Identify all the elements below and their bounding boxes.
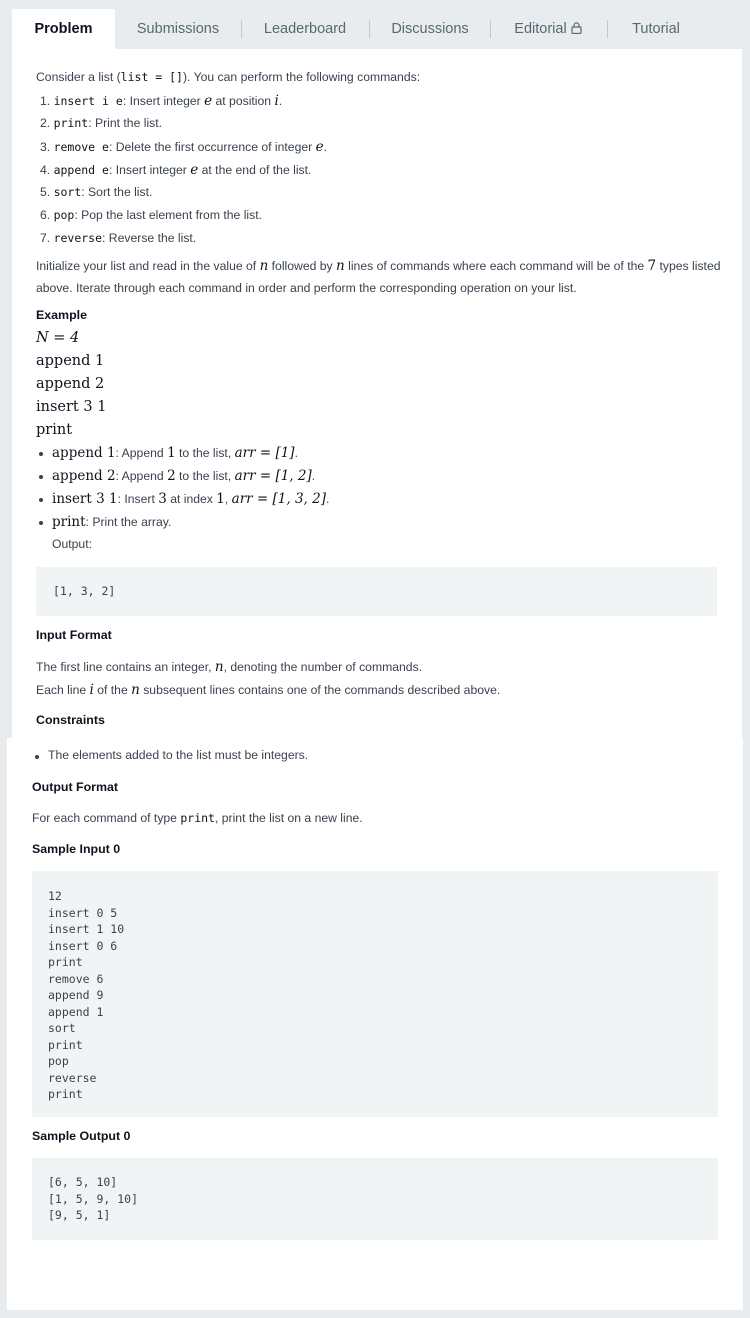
bullet-dot — [39, 452, 43, 456]
sample-output-code: [6, 5, 10] [1, 5, 9, 10] [9, 5, 1] — [48, 1175, 139, 1222]
tab-problem[interactable]: Problem — [12, 9, 115, 49]
problem-tabs — [0, 0, 750, 52]
input-format-heading: Input Format — [36, 628, 112, 642]
example-line: insert 3 1 — [36, 399, 107, 415]
example-output-code: [1, 3, 2] — [53, 584, 116, 598]
example-line: append 1 — [36, 353, 105, 369]
sample-input-heading: Sample Input 0 — [32, 842, 121, 856]
command-item-insert: 1. insert i e: Insert integer e at position i. — [40, 93, 283, 109]
bullet-dot — [39, 475, 43, 479]
command-item-sort: 5. sort: Sort the list. — [40, 185, 153, 199]
tab-discussions[interactable]: Discussions — [391, 21, 469, 37]
tab-separator — [490, 20, 491, 38]
constraints-heading: Constraints — [36, 713, 105, 727]
tab-separator — [607, 20, 608, 38]
init-paragraph-line2: above. Iterate through each command in order and perform the corresponding operation on your list. — [36, 281, 577, 295]
tab-editorial-label: Editorial — [514, 21, 567, 37]
example-explanation-item: append 1: Append 1 to the list, arr = [1]. — [52, 445, 298, 461]
input-format-line2: Each line i of the n subsequent lines contains one of the commands described above. — [36, 682, 501, 698]
tab-tutorial[interactable]: Tutorial — [632, 21, 680, 37]
input-format-line1: The first line contains an integer, n, denoting the number of commands. — [36, 659, 423, 675]
example-line: append 2 — [36, 376, 105, 392]
command-item-reverse: 7. reverse: Reverse the list. — [40, 231, 197, 245]
tab-submissions[interactable]: Submissions — [136, 21, 220, 37]
command-item-print: 2. print: Print the list. — [40, 116, 163, 130]
command-item-append: 4. append e: Insert integer e at the end of the list. — [40, 162, 312, 178]
example-explanation-item: print: Print the array. — [52, 514, 172, 530]
command-item-pop: 6. pop: Pop the last element from the list. — [40, 208, 262, 222]
init-paragraph-line1: Initialize your list and read in the value of n followed by n lines of commands where each command will be of the 7 types listed — [36, 258, 721, 274]
constraint-item: The elements added to the list must be integers. — [48, 748, 309, 762]
tab-separator — [369, 20, 370, 38]
example-heading: Example — [36, 308, 87, 322]
lock-icon — [571, 22, 582, 34]
example-explanation-item: append 2: Append 2 to the list, arr = [1, 2]. — [52, 468, 316, 484]
intro-text: Consider a list (list = []). You can perform the following commands: — [36, 70, 421, 84]
output-label: Output: — [52, 537, 92, 551]
output-format-heading: Output Format — [32, 780, 119, 794]
example-line: print — [36, 422, 73, 438]
tab-editorial[interactable] — [498, 9, 598, 49]
sample-output-block — [32, 1158, 718, 1240]
example-line-n: N = 4 — [36, 330, 80, 346]
sample-input-code: 12 insert 0 5 insert 1 10 insert 0 6 print remove 6 append 9 append 1 sort print pop reverse print — [48, 889, 125, 1101]
sample-output-heading: Sample Output 0 — [32, 1129, 131, 1143]
bullet-dot — [39, 498, 43, 502]
sample-input-block — [32, 871, 718, 1117]
example-output-block — [36, 567, 717, 616]
bullet-dot — [39, 521, 43, 525]
example-explanation-item: insert 3 1: Insert 3 at index 1, arr = [1, 3, 2]. — [52, 491, 330, 507]
bullet-dot — [35, 755, 39, 759]
output-format-text: For each command of type print, print the list on a new line. — [32, 811, 363, 825]
tab-leaderboard[interactable]: Leaderboard — [263, 21, 347, 37]
command-item-remove: 3. remove e: Delete the first occurrence of integer e. — [40, 139, 327, 155]
tab-separator — [241, 20, 242, 38]
